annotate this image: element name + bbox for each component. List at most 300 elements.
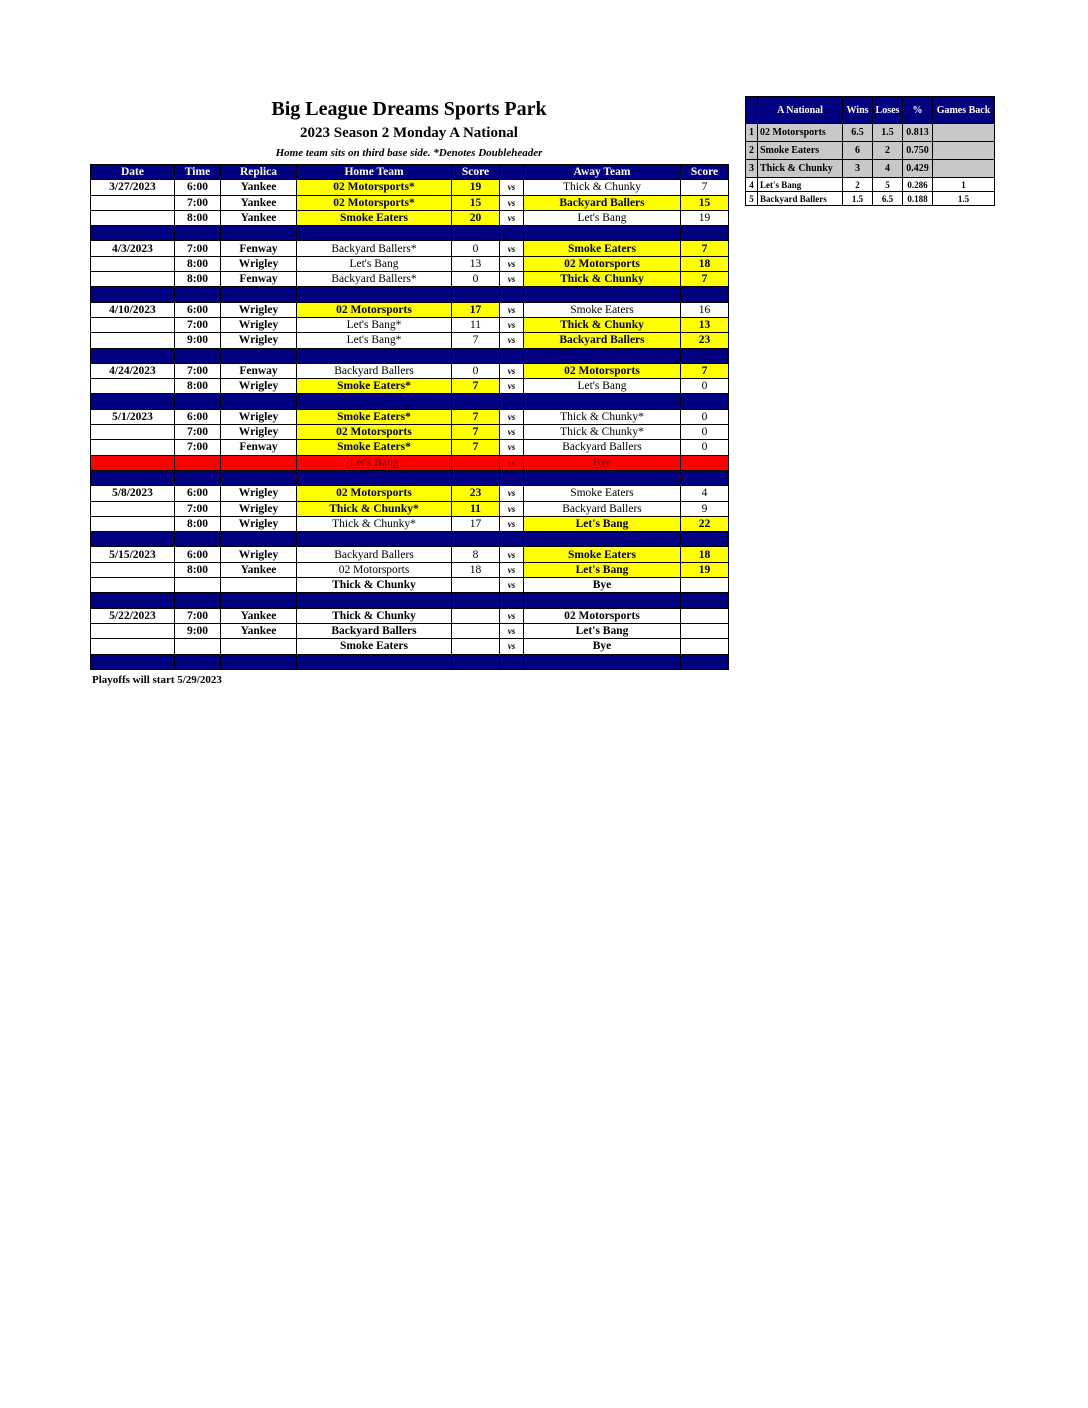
home-team: 02 Motorsports*	[297, 180, 452, 195]
separator-cell	[175, 593, 221, 608]
standings-loses: 1.5	[873, 124, 903, 142]
game-field: Wrigley	[221, 333, 297, 348]
game-date	[91, 272, 175, 287]
game-row	[91, 562, 729, 577]
game-field: Fenway	[221, 440, 297, 455]
separator-cell	[221, 226, 297, 241]
separator-cell	[175, 226, 221, 241]
game-field: Wrigley	[221, 379, 297, 394]
home-score	[452, 623, 500, 638]
separator-cell	[500, 593, 524, 608]
separator-cell	[452, 593, 500, 608]
standings-col-rank	[746, 97, 758, 124]
game-row	[91, 516, 729, 531]
away-score: 15	[681, 195, 729, 210]
home-team: Backyard Ballers*	[297, 241, 452, 256]
standings-rank: 1	[746, 124, 758, 142]
standings-wins: 3	[843, 160, 873, 178]
separator-cell	[221, 593, 297, 608]
game-date	[91, 440, 175, 455]
away-score: 7	[681, 241, 729, 256]
separator-cell	[524, 654, 681, 669]
game-field: Fenway	[221, 272, 297, 287]
game-row	[91, 256, 729, 271]
game-row	[91, 409, 729, 424]
separator-cell	[297, 532, 452, 547]
game-field: Yankee	[221, 623, 297, 638]
home-team: Backyard Ballers*	[297, 272, 452, 287]
separator-cell	[681, 394, 729, 409]
game-date: 3/27/2023	[91, 180, 175, 195]
away-score: 18	[681, 547, 729, 562]
standings-wins: 6	[843, 142, 873, 160]
standings-row	[746, 124, 995, 142]
standings-games-back	[933, 124, 995, 142]
game-row	[91, 180, 729, 195]
away-team: Thick & Chunky*	[524, 425, 681, 440]
separator-cell	[452, 226, 500, 241]
separator-cell	[297, 394, 452, 409]
game-date: 4/3/2023	[91, 241, 175, 256]
home-score: 23	[452, 486, 500, 501]
separator-cell	[175, 348, 221, 363]
home-team: Thick & Chunky*	[297, 501, 452, 516]
separator-cell	[175, 394, 221, 409]
separator-cell	[681, 226, 729, 241]
vs-label: vs	[500, 623, 524, 638]
game-date	[91, 516, 175, 531]
game-field	[221, 455, 297, 470]
col-replica: Replica	[221, 165, 297, 180]
home-score: 7	[452, 425, 500, 440]
standings-col-loses: Loses	[873, 97, 903, 124]
away-team: Smoke Eaters	[524, 486, 681, 501]
separator-cell	[452, 287, 500, 302]
game-time	[175, 578, 221, 593]
game-field	[221, 639, 297, 654]
separator-cell	[297, 287, 452, 302]
separator-cell	[91, 593, 175, 608]
game-field: Yankee	[221, 180, 297, 195]
separator-cell	[221, 348, 297, 363]
away-team: Bye	[524, 455, 681, 470]
home-score	[452, 455, 500, 470]
game-time: 8:00	[175, 256, 221, 271]
game-field: Wrigley	[221, 256, 297, 271]
standings-row	[746, 178, 995, 192]
separator-cell	[500, 348, 524, 363]
standings-wins: 1.5	[843, 192, 873, 206]
game-date: 4/10/2023	[91, 302, 175, 317]
away-team: Smoke Eaters	[524, 302, 681, 317]
game-field: Yankee	[221, 608, 297, 623]
game-field: Wrigley	[221, 425, 297, 440]
away-score: 16	[681, 302, 729, 317]
game-row	[91, 302, 729, 317]
vs-label: vs	[500, 379, 524, 394]
game-time: 8:00	[175, 562, 221, 577]
standings-team: Backyard Ballers	[758, 192, 843, 206]
separator-cell	[524, 348, 681, 363]
game-time: 6:00	[175, 486, 221, 501]
vs-label: vs	[500, 241, 524, 256]
separator-cell	[452, 654, 500, 669]
separator-cell	[681, 287, 729, 302]
week-separator-row	[91, 532, 729, 547]
playoffs-note: Playoffs will start 5/29/2023	[92, 674, 222, 686]
page-subtitle: 2023 Season 2 Monday A National	[300, 125, 518, 141]
game-time: 6:00	[175, 302, 221, 317]
game-field: Wrigley	[221, 547, 297, 562]
game-date	[91, 578, 175, 593]
separator-cell	[221, 287, 297, 302]
home-team: Smoke Eaters*	[297, 379, 452, 394]
separator-cell	[297, 593, 452, 608]
home-team: 02 Motorsports	[297, 562, 452, 577]
standings-rank: 4	[746, 178, 758, 192]
vs-label: vs	[500, 409, 524, 424]
away-team: Bye	[524, 639, 681, 654]
game-time: 8:00	[175, 272, 221, 287]
separator-cell	[524, 394, 681, 409]
game-row	[91, 425, 729, 440]
away-team: Thick & Chunky	[524, 180, 681, 195]
game-row	[91, 195, 729, 210]
separator-cell	[175, 287, 221, 302]
week-separator-row	[91, 226, 729, 241]
home-team: Backyard Ballers	[297, 363, 452, 378]
home-score: 20	[452, 210, 500, 225]
vs-label: vs	[500, 272, 524, 287]
separator-cell	[681, 532, 729, 547]
game-time: 7:00	[175, 317, 221, 332]
home-team: Thick & Chunky	[297, 578, 452, 593]
separator-cell	[452, 348, 500, 363]
standings-pct: 0.188	[903, 192, 933, 206]
away-score: 7	[681, 363, 729, 378]
home-team: Thick & Chunky	[297, 608, 452, 623]
game-row	[91, 210, 729, 225]
separator-cell	[500, 654, 524, 669]
game-time: 7:00	[175, 501, 221, 516]
home-score: 11	[452, 317, 500, 332]
away-score: 13	[681, 317, 729, 332]
game-date	[91, 562, 175, 577]
game-row	[91, 455, 729, 470]
separator-cell	[297, 654, 452, 669]
col-home-score: Score	[452, 165, 500, 180]
away-score: 7	[681, 272, 729, 287]
game-time	[175, 455, 221, 470]
vs-label: vs	[500, 333, 524, 348]
game-date	[91, 379, 175, 394]
game-date	[91, 317, 175, 332]
away-score: 19	[681, 562, 729, 577]
separator-cell	[91, 532, 175, 547]
separator-cell	[681, 654, 729, 669]
vs-label: vs	[500, 608, 524, 623]
home-team: Let's Bang	[297, 256, 452, 271]
vs-label: vs	[500, 639, 524, 654]
away-team: 02 Motorsports	[524, 363, 681, 378]
separator-cell	[681, 470, 729, 485]
game-row	[91, 241, 729, 256]
separator-cell	[452, 394, 500, 409]
separator-cell	[681, 593, 729, 608]
separator-cell	[175, 470, 221, 485]
separator-cell	[681, 348, 729, 363]
vs-label: vs	[500, 547, 524, 562]
game-field: Fenway	[221, 363, 297, 378]
separator-cell	[452, 470, 500, 485]
game-time: 7:00	[175, 241, 221, 256]
separator-cell	[91, 348, 175, 363]
home-score: 7	[452, 379, 500, 394]
separator-cell	[524, 226, 681, 241]
game-row	[91, 578, 729, 593]
separator-cell	[221, 532, 297, 547]
home-team: Smoke Eaters*	[297, 409, 452, 424]
game-time: 6:00	[175, 547, 221, 562]
away-team: 02 Motorsports	[524, 256, 681, 271]
home-score: 13	[452, 256, 500, 271]
home-score: 0	[452, 272, 500, 287]
game-field: Wrigley	[221, 302, 297, 317]
home-team: Smoke Eaters*	[297, 440, 452, 455]
vs-label: vs	[500, 317, 524, 332]
game-field: Wrigley	[221, 486, 297, 501]
standings-team: Thick & Chunky	[758, 160, 843, 178]
standings-body	[746, 124, 995, 206]
game-time: 9:00	[175, 623, 221, 638]
standings-games-back	[933, 160, 995, 178]
standings-header-row	[746, 97, 995, 124]
standings-row	[746, 142, 995, 160]
separator-cell	[297, 470, 452, 485]
game-date	[91, 333, 175, 348]
standings-col-wins: Wins	[843, 97, 873, 124]
home-team: Thick & Chunky*	[297, 516, 452, 531]
away-score	[681, 623, 729, 638]
away-score: 0	[681, 379, 729, 394]
home-team: Let's Bang	[297, 455, 452, 470]
game-time: 8:00	[175, 516, 221, 531]
away-team: 02 Motorsports	[524, 608, 681, 623]
home-score: 7	[452, 333, 500, 348]
home-score: 19	[452, 180, 500, 195]
home-score: 11	[452, 501, 500, 516]
away-score: 22	[681, 516, 729, 531]
game-date: 5/22/2023	[91, 608, 175, 623]
separator-cell	[175, 532, 221, 547]
separator-cell	[175, 654, 221, 669]
separator-cell	[500, 394, 524, 409]
away-team: Bye	[524, 578, 681, 593]
separator-cell	[500, 532, 524, 547]
standings-team: 02 Motorsports	[758, 124, 843, 142]
week-separator-row	[91, 287, 729, 302]
game-time: 8:00	[175, 210, 221, 225]
game-time: 7:00	[175, 195, 221, 210]
game-time: 6:00	[175, 180, 221, 195]
standings-row	[746, 160, 995, 178]
game-date	[91, 501, 175, 516]
schedule-table	[90, 164, 729, 670]
standings-row	[746, 192, 995, 206]
home-team: Backyard Ballers	[297, 623, 452, 638]
away-team: Let's Bang	[524, 379, 681, 394]
away-score: 19	[681, 210, 729, 225]
home-team: 02 Motorsports	[297, 425, 452, 440]
away-team: Thick & Chunky*	[524, 409, 681, 424]
game-field: Yankee	[221, 195, 297, 210]
col-away-team: Away Team	[524, 165, 681, 180]
away-score: 4	[681, 486, 729, 501]
standings-table	[745, 96, 995, 206]
game-row	[91, 333, 729, 348]
home-score	[452, 578, 500, 593]
standings-pct: 0.429	[903, 160, 933, 178]
vs-label: vs	[500, 210, 524, 225]
vs-label: vs	[500, 455, 524, 470]
separator-cell	[524, 532, 681, 547]
away-score: 0	[681, 409, 729, 424]
vs-label: vs	[500, 195, 524, 210]
game-row	[91, 379, 729, 394]
home-score: 7	[452, 440, 500, 455]
game-date: 4/24/2023	[91, 363, 175, 378]
standings-pct: 0.750	[903, 142, 933, 160]
vs-label: vs	[500, 501, 524, 516]
standings-pct: 0.286	[903, 178, 933, 192]
away-score: 0	[681, 425, 729, 440]
game-time: 8:00	[175, 379, 221, 394]
vs-label: vs	[500, 425, 524, 440]
game-date	[91, 210, 175, 225]
separator-cell	[524, 470, 681, 485]
separator-cell	[221, 654, 297, 669]
home-score: 15	[452, 195, 500, 210]
away-team: Backyard Ballers	[524, 333, 681, 348]
game-row	[91, 501, 729, 516]
standings-wins: 2	[843, 178, 873, 192]
standings-pct: 0.813	[903, 124, 933, 142]
standings-games-back: 1.5	[933, 192, 995, 206]
game-time: 7:00	[175, 440, 221, 455]
separator-cell	[91, 654, 175, 669]
separator-cell	[91, 394, 175, 409]
separator-cell	[500, 287, 524, 302]
home-score: 17	[452, 516, 500, 531]
schedule-header-row	[91, 165, 729, 180]
away-score: 0	[681, 440, 729, 455]
home-team: 02 Motorsports	[297, 302, 452, 317]
game-row	[91, 639, 729, 654]
game-row	[91, 623, 729, 638]
home-team: 02 Motorsports	[297, 486, 452, 501]
away-team: Let's Bang	[524, 516, 681, 531]
home-score	[452, 639, 500, 654]
game-date	[91, 639, 175, 654]
game-time	[175, 639, 221, 654]
away-team: Backyard Ballers	[524, 195, 681, 210]
game-date	[91, 256, 175, 271]
game-time: 7:00	[175, 363, 221, 378]
away-team: Thick & Chunky	[524, 272, 681, 287]
game-row	[91, 440, 729, 455]
game-row	[91, 486, 729, 501]
page-title: Big League Dreams Sports Park	[271, 98, 547, 120]
vs-label: vs	[500, 440, 524, 455]
separator-cell	[500, 226, 524, 241]
separator-cell	[452, 532, 500, 547]
standings-games-back	[933, 142, 995, 160]
game-time: 7:00	[175, 425, 221, 440]
game-date: 5/15/2023	[91, 547, 175, 562]
col-date: Date	[91, 165, 175, 180]
standings-col-division: A National	[758, 97, 843, 124]
home-score: 7	[452, 409, 500, 424]
game-row	[91, 547, 729, 562]
vs-label: vs	[500, 516, 524, 531]
col-home-team: Home Team	[297, 165, 452, 180]
separator-cell	[91, 287, 175, 302]
standings-col-pct: %	[903, 97, 933, 124]
standings-col-games-back: Games Back	[933, 97, 995, 124]
col-time: Time	[175, 165, 221, 180]
schedule-body	[91, 180, 729, 670]
standings-team: Let's Bang	[758, 178, 843, 192]
standings-loses: 5	[873, 178, 903, 192]
game-row	[91, 363, 729, 378]
vs-label: vs	[500, 562, 524, 577]
home-score: 17	[452, 302, 500, 317]
game-field: Yankee	[221, 210, 297, 225]
col-vs	[500, 165, 524, 180]
standings-team: Smoke Eaters	[758, 142, 843, 160]
game-field: Fenway	[221, 241, 297, 256]
vs-label: vs	[500, 363, 524, 378]
home-team: 02 Motorsports*	[297, 195, 452, 210]
separator-cell	[221, 470, 297, 485]
separator-cell	[91, 226, 175, 241]
game-date	[91, 623, 175, 638]
game-field: Wrigley	[221, 409, 297, 424]
game-field: Yankee	[221, 562, 297, 577]
standings-rank: 2	[746, 142, 758, 160]
game-date	[91, 425, 175, 440]
home-score: 8	[452, 547, 500, 562]
standings-rank: 5	[746, 192, 758, 206]
standings-rank: 3	[746, 160, 758, 178]
away-team: Let's Bang	[524, 623, 681, 638]
home-score: 0	[452, 363, 500, 378]
separator-cell	[297, 348, 452, 363]
home-score	[452, 608, 500, 623]
game-row	[91, 608, 729, 623]
away-score: 7	[681, 180, 729, 195]
away-team: Let's Bang	[524, 562, 681, 577]
separator-cell	[500, 470, 524, 485]
away-score	[681, 639, 729, 654]
home-team: Let's Bang*	[297, 333, 452, 348]
separator-cell	[297, 226, 452, 241]
game-date	[91, 195, 175, 210]
home-team: Smoke Eaters	[297, 639, 452, 654]
week-separator-row	[91, 348, 729, 363]
game-time: 7:00	[175, 608, 221, 623]
vs-label: vs	[500, 256, 524, 271]
